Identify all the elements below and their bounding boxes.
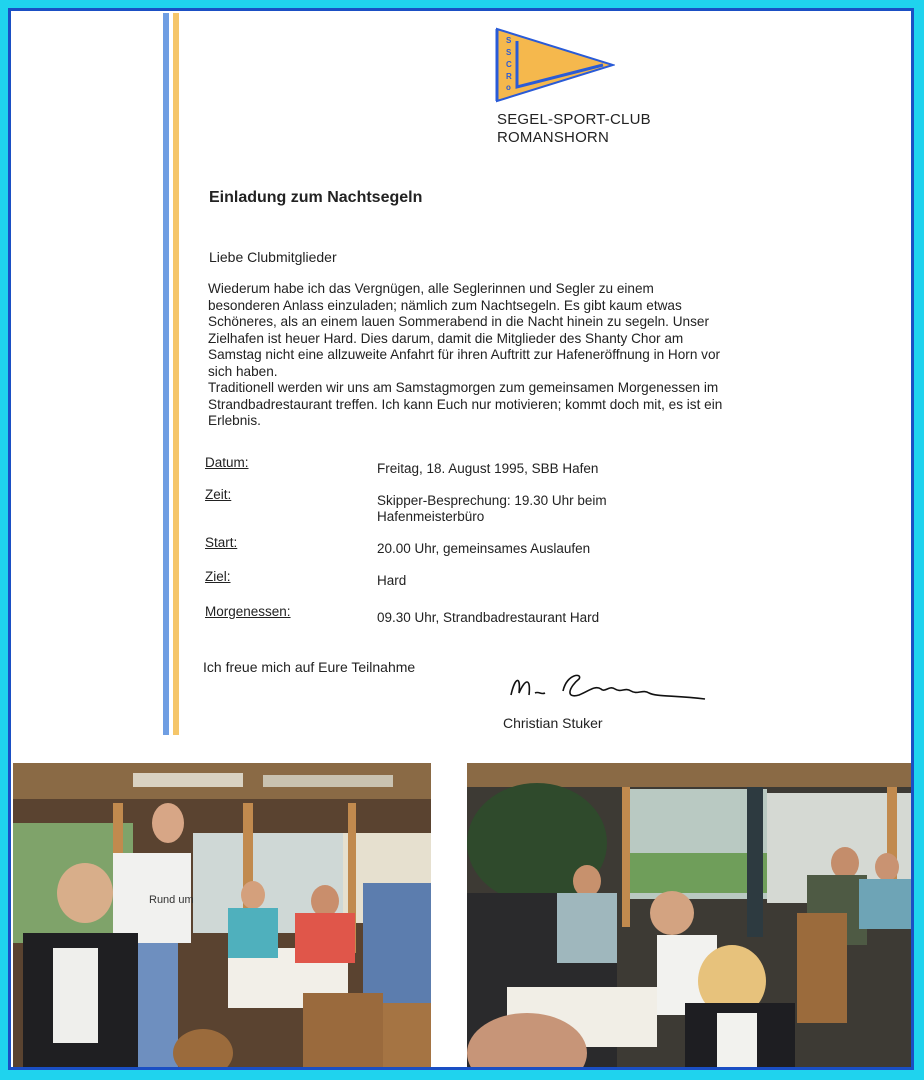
svg-text:C: C bbox=[506, 60, 512, 69]
club-pennant-logo bbox=[495, 27, 615, 107]
club-name-line2: ROMANSHORN bbox=[497, 129, 610, 146]
blue-margin-bar bbox=[163, 13, 169, 735]
handwritten-signature bbox=[505, 665, 715, 707]
detail-label-morgenessen: Morgenessen: bbox=[205, 604, 291, 619]
club-name bbox=[497, 111, 651, 147]
svg-text:o: o bbox=[506, 83, 511, 92]
page-frame bbox=[8, 8, 914, 1070]
logo-lettering: S bbox=[506, 36, 512, 45]
detail-value-zeit: Skipper-Besprechung: 19.30 Uhr beim Hafenmeisterbüro bbox=[377, 493, 607, 524]
detail-value-start: 20.00 Uhr, gemeinsames Auslaufen bbox=[377, 541, 591, 556]
photo-breakfast-left bbox=[13, 763, 431, 1067]
detail-label-zeit: Zeit: bbox=[205, 487, 232, 502]
svg-text:R: R bbox=[506, 72, 512, 81]
detail-label-ziel: Ziel: bbox=[205, 569, 231, 584]
detail-value-datum: Freitag, 18. August 1995, SBB Hafen bbox=[377, 461, 599, 476]
invitation-letter bbox=[11, 11, 911, 756]
photo-breakfast-right bbox=[467, 763, 911, 1067]
letter-body bbox=[208, 281, 728, 430]
detail-label-start: Start: bbox=[205, 535, 238, 550]
detail-value-morgenessen: 09.30 Uhr, Strandbadrestaurant Hard bbox=[377, 610, 600, 625]
detail-value-ziel: Hard bbox=[377, 573, 407, 588]
club-name-line1: SEGEL-SPORT-CLUB bbox=[497, 111, 651, 128]
letter-title: Einladung zum Nachtsegeln bbox=[209, 189, 423, 206]
body-paragraph: Wiederum habe ich das Vergnügen, alle Seglerinnen und Segler zu einem besonderen Anlass einzuladen; nämlich zum Nachtsegeln. Es gibt kaum etwas Schöneres, als an einem lauen Sommerabend in die Nacht hinein zu segeln. Unser Zielhafen ist heuer Hard. Dies darum, damit die Mitglieder des Shanty Chor am Samstag nicht eine allzuweite Anfahrt für ihren Auftritt zur Hafeneröffnung in Horn vor sich haben. bbox=[208, 281, 721, 379]
svg-text:S: S bbox=[506, 48, 512, 57]
salutation: Liebe Clubmitglieder bbox=[209, 249, 337, 265]
signer-name: Christian Stuker bbox=[503, 715, 603, 731]
body-paragraph: Traditionell werden wir uns am Samstagmorgen zum gemeinsamen Morgenessen im Strandbadrestaurant treffen. Ich kann Euch nur motivieren; kommt doch mit, es ist ein Erlebnis. bbox=[208, 380, 723, 428]
shirt-text: Rund um bbox=[149, 894, 194, 906]
detail-label-datum: Datum: bbox=[205, 455, 249, 470]
closing-line: Ich freue mich auf Eure Teilnahme bbox=[203, 659, 416, 675]
yellow-margin-bar bbox=[173, 13, 179, 735]
